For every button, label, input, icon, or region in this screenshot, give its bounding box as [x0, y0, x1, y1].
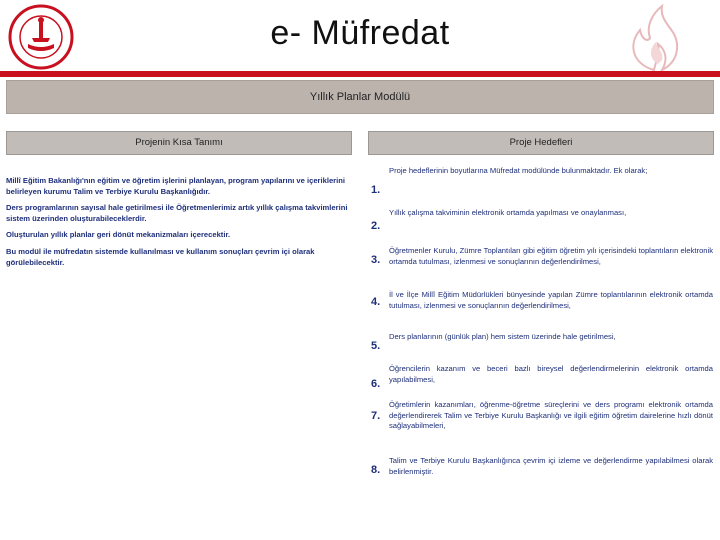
goal-text: Öğretmenler Kurulu, Zümre Toplantıları gibi eğitim öğretim yılı içerisindeki toplantıların elektronik ortamda tutulması, izlenmesi ve sonuçlarının değerlendirilmesi, [389, 246, 713, 266]
page-title: e- Müfredat [270, 14, 450, 52]
module-title: Yıllık Planlar Modülü [309, 91, 411, 103]
goal-text: Ders planlarının (günlük plan) hem sistem üzerinde hale getirilmesi, [389, 332, 616, 341]
goal-number: 6. [371, 378, 381, 390]
goal-text: Yıllık çalışma takviminin elektronik ortamda yapılması ve onaylanması, [389, 208, 627, 217]
goal-text: Talim ve Terbiye Kurulu Başkanlığınca çevrim içi izleme ve değerlendirme yapılabilmesi olarak belirlenmiştir. [389, 456, 713, 476]
goal-item [368, 332, 714, 356]
project-description [6, 176, 352, 274]
goal-item [368, 364, 714, 392]
goal-number: 1. [371, 184, 381, 196]
goal-item [368, 246, 714, 280]
goal-text: İl ve İlçe Millî Eğitim Müdürlükleri bünyesinde yapılan Zümre toplantılarının elektronik ortamda tutulması, izlenmesi ve sonuçlarının değerlendirilmesi, [389, 290, 713, 310]
description-paragraph: Bu modül ile müfredatın sistemde kullanılması ve kullanım sonuçları çevrim içi olarak görülebilecektir. [6, 246, 315, 267]
goal-number: 7. [371, 410, 381, 422]
goal-item [368, 208, 714, 232]
goal-text: Proje hedeflerinin boyutlarına Müfredat modülünde bulunmaktadır. Ek olarak; [389, 166, 648, 175]
goal-number: 4. [371, 296, 381, 308]
left-panel-heading: Projenin Kısa Tanımı [6, 131, 352, 155]
goal-text: Öğretimlerin kazanımları, öğrenme-öğretme süreçlerini ve ders programı elektronik ortamda değerlendirerek Talim ve Terbiye Kurulu Başkanlığı ve ilgili eğitim öğretim dairelerine hızlı dönüt sağlayabilmeleri, [389, 400, 713, 431]
description-paragraph: Oluşturulan yıllık planlar geri dönüt mekanizmaları içerecektir. [6, 230, 231, 240]
flame-watermark-icon [622, 4, 692, 72]
header-divider [0, 71, 720, 77]
goal-number: 5. [371, 340, 381, 352]
goal-number: 3. [371, 254, 381, 266]
title-bar [0, 0, 720, 72]
module-banner [6, 80, 714, 114]
goal-item [368, 400, 714, 448]
goal-text: Öğrencilerin kazanım ve beceri bazlı bireysel değerlendirmelerinin elektronik ortamda yapılabilmesi, [389, 364, 713, 384]
right-panel-heading: Proje Hedefleri [368, 131, 714, 155]
goal-number: 2. [371, 220, 381, 232]
description-paragraph: Millî Eğitim Bakanlığı'nın eğitim ve öğretim işlerini planlayan, program yapılarını ve içeriklerini belirleyen kurumu Talim ve Terbiye Kurulu Başkanlığıdır. [6, 176, 345, 196]
goal-item [368, 166, 714, 200]
description-paragraph: Ders programlarının sayısal hale getirilmesi ile Öğretmenlerimiz artık yıllık çalışma takvimlerini sistem üzerinden oluşturabileceklerdir. [6, 203, 348, 223]
goal-item [368, 290, 714, 324]
goal-number: 8. [371, 464, 381, 476]
goal-item [368, 456, 714, 486]
